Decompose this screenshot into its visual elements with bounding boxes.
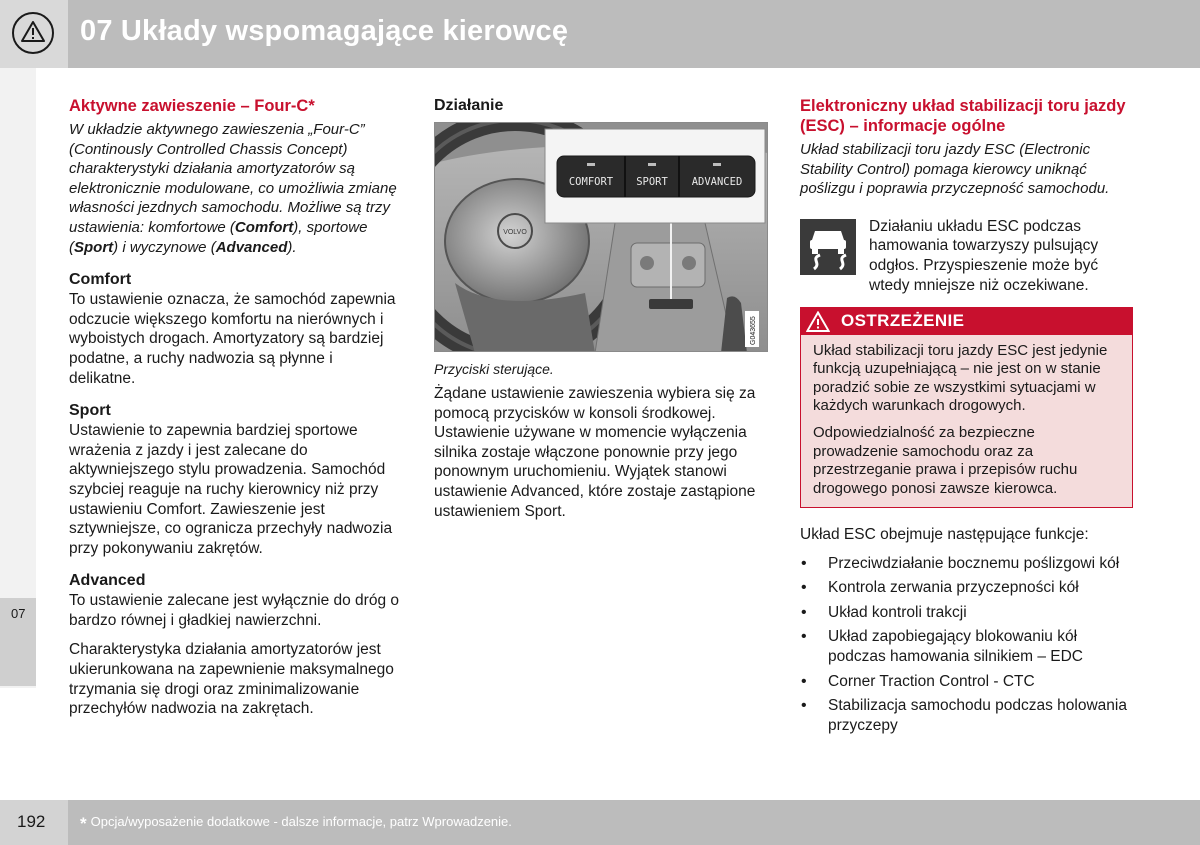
sidebar-strip (0, 68, 36, 688)
warning-body (801, 335, 1132, 507)
figure-caption: Przyciski sterujące. (434, 361, 554, 377)
intro-text: ) i wyczynowe ( (113, 238, 216, 256)
dashboard-illustration (435, 123, 768, 352)
list-item: • Stabilizacja samochodu podczas holowania przyczepy (800, 696, 1133, 735)
esc-note-text: Działaniu układu ESC podczas hamowania towarzyszy pulsujący odgłos. Przyspieszenie może być wtedy mniejsze niż oczekiwane. (869, 217, 1099, 294)
chapter-tab (0, 598, 36, 686)
warning-triangle-icon (12, 12, 54, 54)
intro-comfort: Comfort (234, 218, 294, 236)
column-operation (434, 96, 769, 521)
chapter-tab-label: 07 (11, 606, 26, 621)
comfort-button-label: COMFORT (568, 176, 614, 188)
comfort-heading: Comfort (69, 271, 132, 289)
warning-text-2: Odpowiedzialność za bezpieczne prowadzenie samochodu oraz za przestrzeganie prawa i przepisów ruchu drogowego ponosi zawsze kierowca. (813, 424, 1078, 497)
chapter-title: 07 Układy wspomagające kierowcę (80, 15, 569, 47)
intro-text: ). (287, 238, 297, 256)
header-icon-box (0, 0, 68, 68)
list-item: • Corner Traction Control - CTC (800, 672, 1133, 692)
list-item: • Kontrola zerwania przyczepności kół (800, 578, 1133, 598)
esc-skid-icon (800, 219, 856, 275)
warning-title: OSTRZEŻENIE (841, 310, 965, 330)
advanced-heading: Advanced (69, 572, 146, 590)
esc-note (800, 217, 1133, 294)
list-item: • Układ zapobiegający blokowaniu kół podczas hamowania silnikiem – EDC (800, 627, 1133, 666)
operation-heading: Działanie (434, 97, 504, 114)
esc-functions-list (800, 554, 1133, 736)
section-title-four-c: Aktywne zawieszenie – Four-C* (69, 97, 315, 115)
list-item: • Przeciwdziałanie bocznemu poślizgowi kół (800, 554, 1133, 574)
footnote-text: Opcja/wyposażenie dodatkowe - dalsze informacje, patrz Wprowadzenie. (90, 814, 512, 829)
footnote-star: * (80, 814, 87, 833)
intro-sport: Sport (74, 238, 114, 256)
sport-button-label: SPORT (636, 176, 668, 188)
section-title-esc: Elektroniczny układ stabilizacji toru jazdy (ESC) – informacje ogólne (800, 97, 1126, 135)
intro-text: ), sportowe ( (69, 218, 368, 256)
column-esc (800, 96, 1133, 740)
advanced-text-2: Charakterystyka działania amortyzatorów jest ukierunkowana na zapewnienie maksymalnego trzymania się drogi oraz zminimalizowanie przechyłów nadwozia na zakrętach. (69, 641, 394, 718)
esc-intro: Układ stabilizacji toru jazdy ESC (Electronic Stability Control) pomaga kierowcy uniknąć poślizgu i poprawia przyczepność samochodu. (800, 141, 1110, 198)
intro-advanced: Advanced (215, 238, 288, 256)
advanced-text: To ustawienie zalecane jest wyłącznie do dróg o bardzo równej i gładkiej nawierzchni. (69, 592, 399, 629)
warning-header (801, 308, 1132, 335)
intro-text: W układzie aktywnego zawieszenia „Four-C” (Continously Controlled Chassis Concept) charakterystyki działania amortyzatorów są elektronicznie modulowane, co umożliwia zmianę własności jezdnych samochodu. Możliwe są trzy ustawienia: komfortowe ( (69, 121, 397, 236)
operation-text: Żądane ustawienie zawieszenia wybiera się za pomocą przycisków w konsoli środkowej. Ustawienie używane w momencie wyłączenia silnika zostaje włączone ponownie przy jego ponownym uruchomieniu. Wyjątek stanowi ustawienie Advanced, które zostaje zastąpione ustawieniem Sport. (434, 385, 756, 520)
figure-code: G043655 (750, 316, 757, 345)
warning-text-1: Układ stabilizacji toru jazdy ESC jest jedynie funkcją uzupełniającą – nie jest on w stanie poradzić sobie ze wszystkimi sytuacjami w każdych warunkach drogowych. (813, 341, 1108, 414)
advanced-button-label: ADVANCED (691, 176, 743, 188)
four-c-intro (69, 120, 401, 257)
page-number: 192 (17, 812, 46, 831)
brand-logo: VOLVO (503, 229, 527, 236)
comfort-text: To ustawienie oznacza, że samochód zapewnia odczucie większego komfortu na nierównych i wyboistych drogach. Amortyzatory są bardziej podatne, a ruchy nadwozia są płynne i delikatne. (69, 291, 396, 387)
warning-box (800, 307, 1133, 508)
sport-heading: Sport (69, 402, 111, 420)
functions-intro: Układ ESC obejmuje następujące funkcje: (800, 526, 1089, 544)
control-buttons-figure (434, 122, 768, 352)
column-four-c (69, 96, 401, 719)
sport-text: Ustawienie to zapewnia bardziej sportowe wrażenia z jazdy i jest zalecane do aktywniejszego stylu prowadzenia. Samochód szybciej reaguje na ruchy kierownicy niż przy ustawieniu Comfort. Zawieszenie jest sztywniejsze, co ogranicza przechyły nadwozia przy pokonywaniu zakrętów. (69, 422, 393, 557)
footnote (80, 814, 512, 834)
list-item: • Układ kontroli trakcji (800, 603, 1133, 623)
warning-triangle-icon (805, 310, 831, 333)
